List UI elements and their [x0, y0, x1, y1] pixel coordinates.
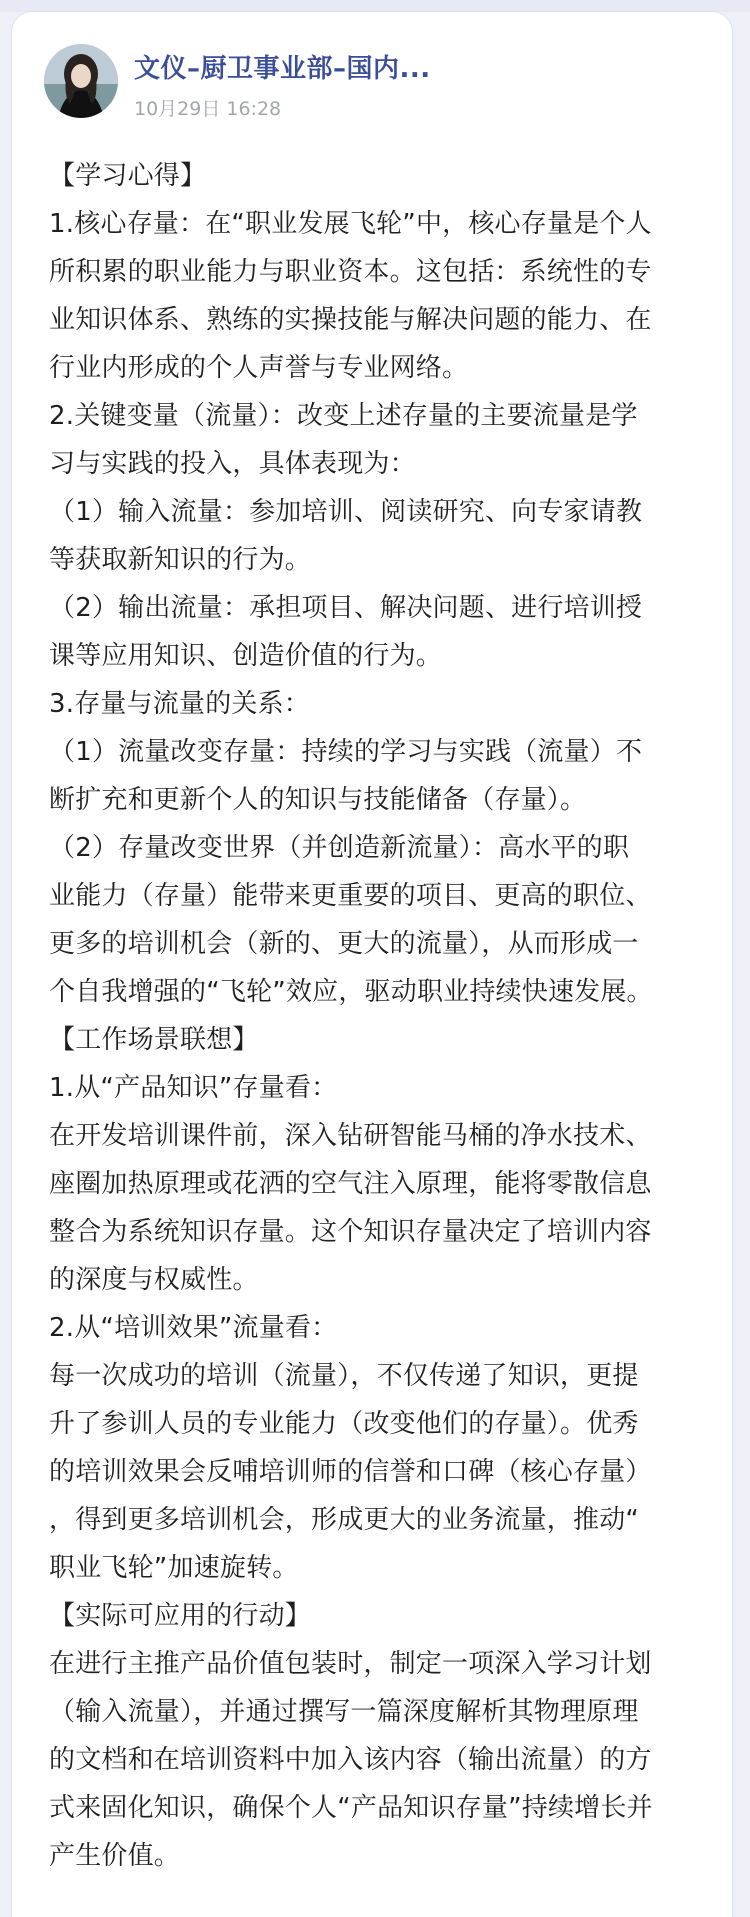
- poster-name[interactable]: 文仪–厨卫事业部–国内...: [134, 54, 431, 84]
- top-strip: [0, 0, 750, 12]
- content-line: 整合为系统知识存量。这个知识存量决定了培训内容: [49, 1217, 652, 1247]
- content-line: 个自我增强的“飞轮”效应，驱动职业持续快速发展。: [49, 977, 653, 1007]
- content-line: 习与实践的投入，具体表现为：: [49, 449, 416, 479]
- content-line: 【工作场景联想】: [49, 1025, 259, 1055]
- content-line: （2）存量改变世界（并创造新流量）：高水平的职: [49, 833, 630, 863]
- content-line: 断扩充和更新个人的知识与技能储备（存量）。: [49, 785, 587, 815]
- content-line: （1）流量改变存量：持续的学习与实践（流量）不: [49, 737, 643, 767]
- content-line: 行业内形成的个人声誉与专业网络。: [49, 353, 469, 383]
- content-line: 式来固化知识，确保个人“产品知识存量”持续增长并: [49, 1793, 653, 1823]
- content-line: 在开发培训课件前，深入钻研智能马桶的净水技术、: [49, 1121, 652, 1151]
- content-line: 的深度与权威性。: [49, 1265, 259, 1295]
- avatar[interactable]: [44, 44, 118, 118]
- content-line: 业能力（存量）能带来更重要的项目、更高的职位、: [49, 881, 652, 911]
- content-line: 2.从“培训效果”流量看：: [49, 1313, 338, 1343]
- content-line: 升了参训人员的专业能力（改变他们的存量）。优秀: [49, 1409, 639, 1439]
- content-line: 的培训效果会反哺培训师的信誉和口碑（核心存量）: [49, 1457, 652, 1487]
- post-content: [49, 152, 709, 1880]
- post-timestamp: 10月29日 16:28: [134, 98, 282, 120]
- avatar-image: [44, 44, 118, 118]
- content-line: 2.关键变量（流量）：改变上述存量的主要流量是学: [49, 401, 638, 431]
- content-line: 业知识体系、熟练的实操技能与解决问题的能力、在: [49, 305, 652, 335]
- content-line: 的文档和在培训资料中加入该内容（输出流量）的方: [49, 1745, 652, 1775]
- content-line: 【学习心得】: [49, 161, 207, 191]
- post-card: [12, 12, 732, 1917]
- content-line: （输入流量），并通过撰写一篇深度解析其物理原理: [49, 1697, 639, 1727]
- content-line: 座圈加热原理或花洒的空气注入原理，能将零散信息: [49, 1169, 652, 1199]
- content-line: 【实际可应用的行动】: [49, 1601, 312, 1631]
- content-line: 在进行主推产品价值包装时，制定一项深入学习计划: [49, 1649, 652, 1679]
- content-line: 产生价值。: [49, 1841, 181, 1871]
- content-line: 1.核心存量：在“职业发展飞轮”中，核心存量是个人: [49, 209, 652, 239]
- content-line: 课等应用知识、创造价值的行为。: [49, 641, 443, 671]
- content-line: （2）输出流量：承担项目、解决问题、进行培训授: [49, 593, 643, 623]
- content-line: 所积累的职业能力与职业资本。这包括：系统性的专: [49, 257, 652, 287]
- content-line: 3.存量与流量的关系：: [49, 689, 311, 719]
- content-line: 更多的培训机会（新的、更大的流量），从而形成一: [49, 929, 639, 959]
- content-line: 每一次成功的培训（流量），不仅传递了知识，更提: [49, 1361, 639, 1391]
- content-line: （1）输入流量：参加培训、阅读研究、向专家请教: [49, 497, 643, 527]
- content-line: ，得到更多培训机会，形成更大的业务流量，推动“: [49, 1505, 640, 1535]
- content-line: 等获取新知识的行为。: [49, 545, 312, 575]
- content-line: 职业飞轮”加速旋转。: [49, 1553, 299, 1583]
- post-header: [44, 44, 704, 118]
- content-line: 1.从“产品知识”存量看：: [49, 1073, 338, 1103]
